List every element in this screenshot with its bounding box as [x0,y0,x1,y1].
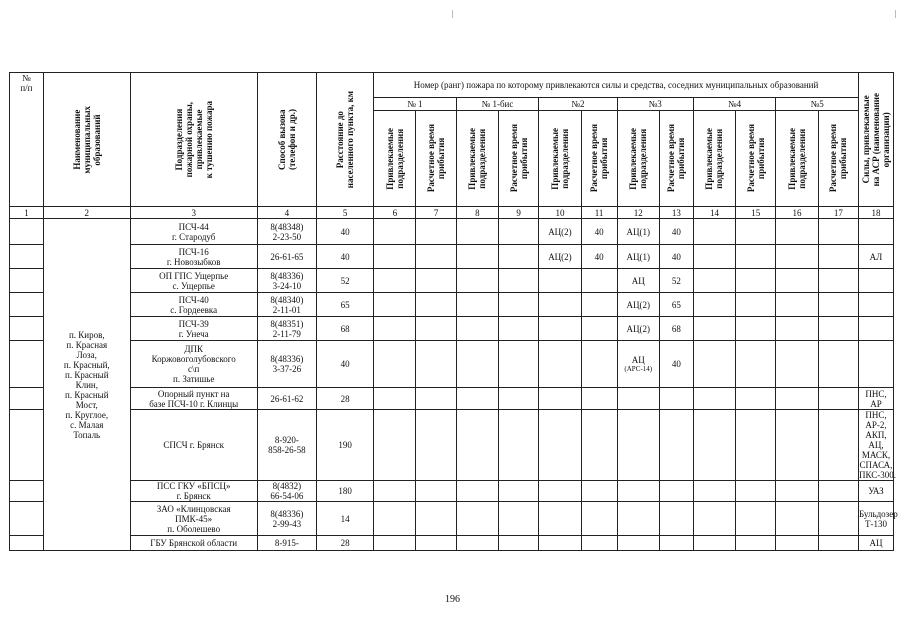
rank3-time-cell [659,536,693,551]
empty-cell [416,481,456,502]
empty-cell [456,245,498,269]
empty-cell [456,502,498,536]
asr-cell [858,219,893,245]
empty-cell [374,502,416,536]
rank3-time-cell: 52 [659,269,693,293]
distance-cell: 52 [316,269,373,293]
table-row [10,502,894,536]
empty-cell [693,388,735,410]
rank3-unit-cell [617,341,659,388]
distance-cell: 40 [316,219,373,245]
phone-cell: 8(48351) 2-11-79 [257,317,316,341]
empty-cell [416,219,456,245]
crop-mark-top [452,10,453,18]
empty-cell [374,245,416,269]
rank2-unit-cell [539,269,581,293]
asr-cell: ПНС, АР-2, АКП, АЦ, МАСК, СПАСА, ПКС-300. [858,410,896,480]
empty-cell [416,536,456,551]
empty-cell [736,388,776,410]
unit-name-cell: ПСС ГКУ «БПСЦ» г. Брянск [130,481,257,502]
distance-cell: 40 [316,245,373,269]
empty-cell [416,388,456,410]
rank2-time-cell [581,317,617,341]
header-rank2-time: Расчетное время прибытия [581,111,617,207]
phone-cell: 26-61-62 [257,388,316,410]
empty-cell [499,219,539,245]
empty-cell [776,388,818,410]
rank2-unit-cell [539,502,581,536]
column-number: 2 [43,207,130,219]
rank2-time-cell [581,341,617,388]
empty-cell [693,502,735,536]
rank2-time-cell [581,293,617,317]
rank2-time-cell [581,536,617,551]
column-number: 14 [693,207,735,219]
column-number: 10 [539,207,581,219]
phone-cell: 8-920- 858-26-58 [257,410,316,481]
empty-cell [374,293,416,317]
empty-cell [776,481,818,502]
column-number: 18 [858,207,893,219]
empty-cell [818,410,858,481]
empty-cell [374,269,416,293]
header-rank3-units: Привлекаемые подразделения [617,111,659,207]
table-row [10,341,894,388]
empty-cell [456,536,498,551]
rank3-unit-label: АЦ(2) [626,323,651,334]
rank3-unit-cell [617,219,659,245]
rank3-time-cell: 40 [659,341,693,388]
empty-cell [499,481,539,502]
column-number: 1 [10,207,44,219]
distance-cell: 65 [316,293,373,317]
rank2-unit-cell [539,536,581,551]
rank3-time-cell: 68 [659,317,693,341]
fire-resources-table [9,72,898,551]
column-number: 15 [736,207,776,219]
row-number-cell [10,293,44,317]
table-row [10,481,894,502]
header-number: № п/п [10,73,44,207]
row-number-cell [10,481,44,502]
column-number: 7 [416,207,456,219]
empty-cell [818,481,858,502]
empty-cell [818,317,858,341]
empty-cell [499,245,539,269]
unit-name-cell: ОП ГПС Ущерпье с. Ущерпье [130,269,257,293]
rank3-time-cell [659,481,693,502]
header-rank-2: №2 [539,98,617,111]
header-distance: Расстояние до населенного пункта, км [316,73,373,207]
unit-name-cell: ГБУ Брянской области [130,536,257,551]
asr-cell [858,293,893,317]
rank3-unit-label: АЦ(1) [626,226,651,237]
rank2-time-cell [581,410,617,481]
phone-cell: 8-915- [257,536,316,551]
empty-cell [693,269,735,293]
header-rank4-units: Привлекаемые подразделения [693,111,735,207]
empty-cell [818,502,858,536]
empty-cell [416,502,456,536]
empty-cell [456,269,498,293]
rank3-unit-label: АЦ(1) [626,251,651,262]
asr-cell: УАЗ [858,481,893,502]
empty-cell [416,317,456,341]
header-municipalities: Наименование муниципальных образований [43,73,130,207]
header-rank1bis-units: Привлекаемые подразделения [456,111,498,207]
header-rank-3: №3 [617,98,693,111]
rank3-time-cell [659,410,693,481]
table-row [10,410,894,481]
empty-cell [374,536,416,551]
table-row [10,245,894,269]
header-rank-1: № 1 [374,98,457,111]
empty-cell [499,410,539,481]
empty-cell [456,293,498,317]
empty-cell [776,293,818,317]
rank3-time-cell: 65 [659,293,693,317]
distance-cell: 68 [316,317,373,341]
rank3-unit-cell [617,410,659,481]
empty-cell [499,269,539,293]
empty-cell [693,219,735,245]
empty-cell [776,410,818,481]
rank2-unit-cell [539,341,581,388]
empty-cell [456,410,498,481]
distance-cell: 190 [316,410,373,481]
phone-cell: 8(4832) 66-54-06 [257,481,316,502]
unit-name-cell: ПСЧ-44 г. Стародуб [130,219,257,245]
distance-cell: 180 [316,481,373,502]
header-rank-1bis: № 1-бис [456,98,539,111]
empty-cell [736,481,776,502]
empty-cell [456,481,498,502]
column-number-row [10,207,894,219]
empty-cell [693,293,735,317]
empty-cell [416,293,456,317]
rank3-time-cell [659,388,693,410]
rank2-time-cell [581,269,617,293]
row-number-cell [10,317,44,341]
empty-cell [818,269,858,293]
row-number-cell [10,269,44,293]
empty-cell [736,536,776,551]
municipalities-cell: п. Киров, п. Красная Лоза, п. Красный, п. Красный Клин, п. Красный Мост, п. Круглое, с. Малая Топаль [43,219,130,551]
empty-cell [818,341,858,388]
rank3-unit-label: АЦ [631,275,645,286]
empty-cell [818,536,858,551]
empty-cell [818,293,858,317]
header-rank4-time: Расчетное время прибытия [736,111,776,207]
empty-cell [818,245,858,269]
column-number: 6 [374,207,416,219]
crop-mark-right [895,10,896,18]
column-number: 4 [257,207,316,219]
header-rank1-units: Привлекаемые подразделения [374,111,416,207]
empty-cell [416,341,456,388]
column-number: 5 [316,207,373,219]
row-number-cell [10,219,44,245]
empty-cell [416,269,456,293]
empty-cell [693,536,735,551]
empty-cell [693,245,735,269]
empty-cell [818,388,858,410]
empty-cell [416,410,456,481]
header-call-method: Способ вызова (телефон и др.) [257,73,316,207]
rank2-unit-cell [539,481,581,502]
unit-name-cell: Опорный пункт на базе ПСЧ-10 г. Клинцы [130,388,257,410]
asr-cell: АЦ [858,536,893,551]
table-header [10,73,894,207]
header-rank-5: №5 [776,98,859,111]
phone-cell: 8(48336) 3-37-26 [257,341,316,388]
column-number: 9 [499,207,539,219]
empty-cell [499,536,539,551]
empty-cell [456,219,498,245]
empty-cell [776,219,818,245]
empty-cell [736,293,776,317]
rank3-unit-cell [617,481,659,502]
empty-cell [499,317,539,341]
row-number-cell [10,245,44,269]
rank3-time-cell: 40 [659,219,693,245]
empty-cell [374,341,416,388]
phone-cell: 26-61-65 [257,245,316,269]
empty-cell [776,341,818,388]
asr-cell [858,317,893,341]
rank2-unit-cell [539,293,581,317]
header-rank5-units: Привлекаемые подразделения [776,111,818,207]
column-number: 12 [617,207,659,219]
row-number-cell [10,502,44,536]
phone-cell: 8(48348) 2-23-50 [257,219,316,245]
asr-cell [858,341,893,388]
row-number-cell [10,341,44,388]
empty-cell [736,269,776,293]
rank2-time-cell [581,388,617,410]
header-rank-4: №4 [693,98,776,111]
distance-cell: 14 [316,502,373,536]
rank3-unit-cell [617,293,659,317]
rank2-unit-cell [539,410,581,481]
column-number: 13 [659,207,693,219]
header-rank2-units: Привлекаемые подразделения [539,111,581,207]
row-number-cell [10,536,44,551]
empty-cell [456,317,498,341]
rank3-unit-label: АЦ [631,355,645,365]
asr-cell: Бульдозер Т-130 [858,502,893,536]
empty-cell [776,245,818,269]
distance-cell: 40 [316,341,373,388]
asr-cell: АЛ [858,245,893,269]
empty-cell [818,219,858,245]
empty-cell [499,341,539,388]
rank3-unit-cell [617,317,659,341]
rank2-time-cell [581,481,617,502]
empty-cell [374,388,416,410]
header-rank5-time: Расчетное время прибытия [818,111,858,207]
rank2-unit-cell [539,317,581,341]
empty-cell [499,502,539,536]
unit-name-cell: ПСЧ-16 г. Новозыбков [130,245,257,269]
rank2-time-cell: 40 [581,219,617,245]
empty-cell [456,341,498,388]
rank2-time-cell [581,502,617,536]
empty-cell [693,341,735,388]
table-row [10,293,894,317]
table-row [10,317,894,341]
rank3-time-cell: 40 [659,245,693,269]
rank2-time-cell: 40 [581,245,617,269]
rank3-unit-cell [617,536,659,551]
header-fire-rank-title: Номер (ранг) пожара по которому привлекаются силы и средства, соседних муниципальных образований [374,73,859,98]
row-number-cell [10,388,44,410]
rank3-unit-cell [617,388,659,410]
rank2-unit-cell [539,388,581,410]
header-rank1bis-time: Расчетное время прибытия [499,111,539,207]
empty-cell [736,219,776,245]
rank3-unit-cell [617,269,659,293]
rank3-time-cell [659,502,693,536]
empty-cell [736,317,776,341]
column-number: 8 [456,207,498,219]
unit-name-cell: ПСЧ-39 г. Унеча [130,317,257,341]
unit-name-cell: ЗАО «Клинцовская ПМК-45» п. Оболешево [130,502,257,536]
unit-name-cell: ДПК Коржовоголубовского с\п п. Затишье [130,341,257,388]
row-number-cell [10,410,44,481]
table-row [10,269,894,293]
rank2-unit-cell: АЦ(2) [539,219,581,245]
empty-cell [374,410,416,481]
empty-cell [374,317,416,341]
empty-cell [736,245,776,269]
empty-cell [776,269,818,293]
rank3-unit-label: АЦ(2) [626,299,651,310]
rank3-unit-cell [617,245,659,269]
empty-cell [416,245,456,269]
column-number: 17 [818,207,858,219]
unit-name-cell: СПСЧ г. Брянск [130,410,257,481]
empty-cell [374,219,416,245]
column-number: 11 [581,207,617,219]
phone-cell: 8(48336) 2-99-43 [257,502,316,536]
empty-cell [736,341,776,388]
table-row [10,388,894,410]
empty-cell [776,536,818,551]
phone-cell: 8(48336) 3-24-10 [257,269,316,293]
header-rank3-time: Расчетное время прибытия [659,111,693,207]
distance-cell: 28 [316,536,373,551]
table-row [10,536,894,551]
empty-cell [374,481,416,502]
rank3-unit-note: (АРС-14) [624,365,653,373]
empty-cell [776,317,818,341]
asr-cell [858,269,893,293]
empty-cell [736,410,776,481]
asr-cell: ПНС, АР [858,388,893,410]
header-asr: Силы, привлекаемые на АСР (наименование организации) [858,73,893,207]
header-units: Подразделения пожарной охраны, привлекаемые к тушению пожара [130,73,257,207]
unit-name-cell: ПСЧ-40 с. Гордеевка [130,293,257,317]
header-rank1-time: Расчетное время прибытия [416,111,456,207]
empty-cell [736,502,776,536]
empty-cell [499,293,539,317]
table-body [10,207,898,551]
column-number: 3 [130,207,257,219]
table-row [10,219,894,245]
rank2-unit-cell: АЦ(2) [539,245,581,269]
empty-cell [776,502,818,536]
empty-cell [499,388,539,410]
empty-cell [456,388,498,410]
rank3-unit-cell [617,502,659,536]
distance-cell: 28 [316,388,373,410]
empty-cell [693,317,735,341]
column-number: 16 [776,207,818,219]
phone-cell: 8(48340) 2-11-01 [257,293,316,317]
page-number: 196 [445,594,460,605]
empty-cell [693,410,735,481]
empty-cell [693,481,735,502]
